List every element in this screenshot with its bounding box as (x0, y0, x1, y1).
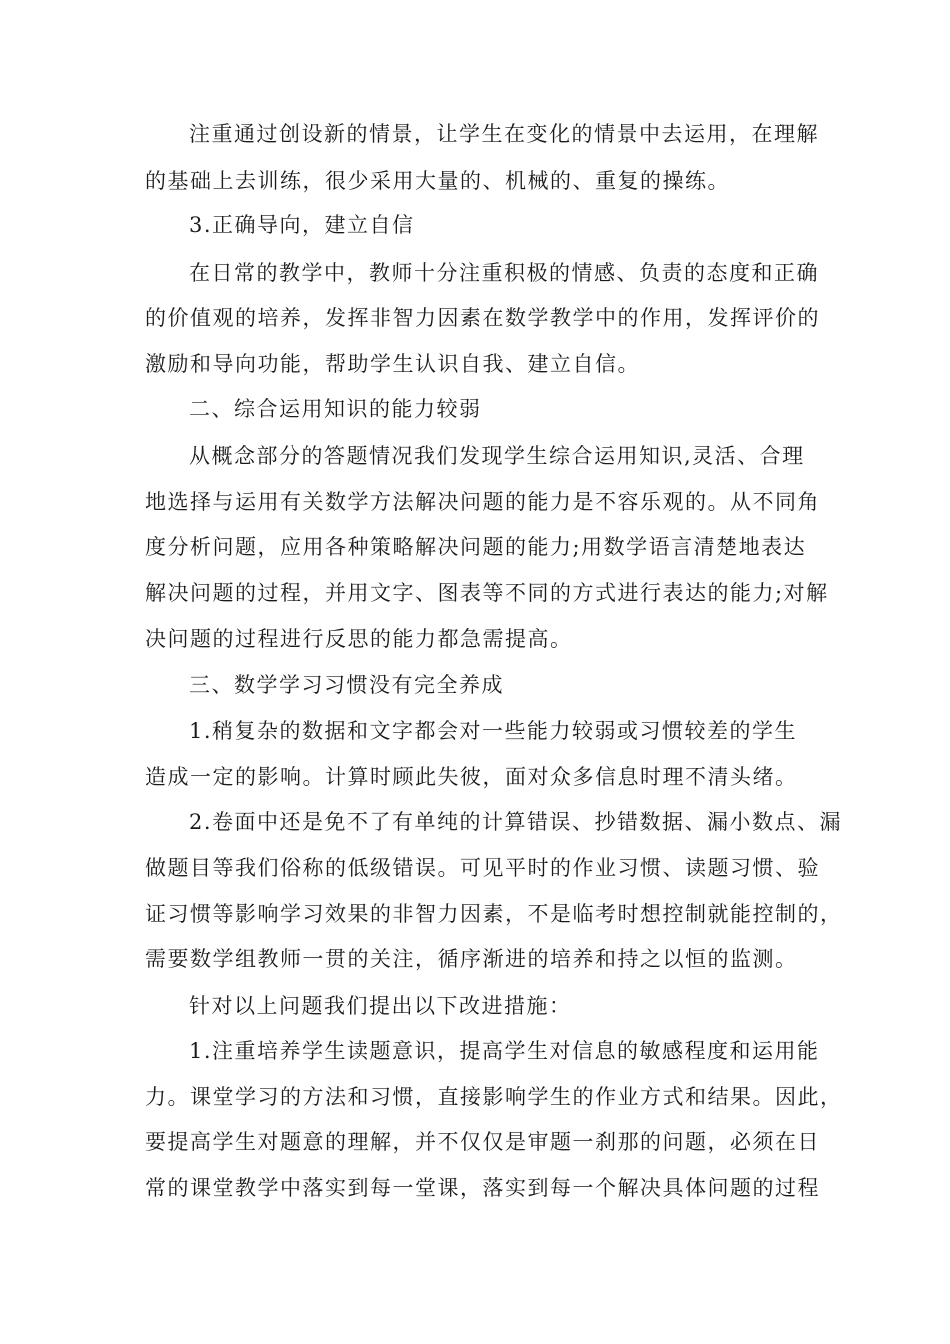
paragraph-line: 1.稍复杂的数据和文字都会对一些能力较弱或习惯较差的学生 (189, 719, 798, 743)
paragraph-line: 解决问题的过程，并用文字、图表等不同的方式进行表达的能力;对解 (145, 581, 829, 605)
paragraph-line: 的价值观的培养，发挥非智力因素在数学教学中的作用，发挥评价的 (145, 306, 820, 330)
paragraph-line: 决问题的过程进行反思的能力都急需提高。 (145, 627, 573, 651)
paragraph-line: 做题目等我们俗称的低级错误。可见平时的作业习惯、读题习惯、验 (145, 856, 820, 880)
paragraph-line: 地选择与运用有关数学方法解决问题的能力是不容乐观的。从不同角 (145, 490, 820, 514)
paragraph-line: 需要数学组教师一贯的关注，循序渐进的培养和持之以恒的监测。 (145, 947, 798, 971)
paragraph-line: 常的课堂教学中落实到每一堂课，落实到每一个解决具体问题的过程 (145, 1176, 820, 1200)
paragraph-line: 从概念部分的答题情况我们发现学生综合运用知识,灵活、合理 (189, 444, 805, 468)
paragraph-line: 2.卷面中还是免不了有单纯的计算错误、抄错数据、漏小数点、漏 (189, 810, 843, 834)
paragraph-line: 在日常的教学中，教师十分注重积极的情感、负责的态度和正确 (189, 261, 819, 285)
paragraph-line: 的基础上去训练，很少采用大量的、机械的、重复的操练。 (145, 169, 730, 193)
paragraph-line: 1.注重培养学生读题意识，提高学生对信息的敏感程度和运用能 (189, 1039, 820, 1063)
paragraph-line: 度分析问题，应用各种策略解决问题的能力;用数学语言清楚地表达 (145, 535, 807, 559)
paragraph-line: 要提高学生对题意的理解，并不仅仅是审题一刹那的问题，必须在日 (145, 1130, 820, 1154)
section-heading: 3.正确导向，建立自信 (189, 213, 415, 237)
paragraph-line: 证习惯等影响学习效果的非智力因素，不是临考时想控制就能控制的， (145, 902, 843, 926)
section-heading: 三、数学学习习惯没有完全养成 (189, 673, 504, 697)
paragraph-line: 造成一定的影响。计算时顾此失彼，面对众多信息时理不清头绪。 (145, 765, 798, 789)
paragraph-line: 力。课堂学习的方法和习惯，直接影响学生的作业方式和结果。因此， (145, 1085, 843, 1109)
paragraph-line: 注重通过创设新的情景，让学生在变化的情景中去运用，在理解 (189, 122, 819, 146)
paragraph-line: 针对以上问题我们提出以下改进措施： (189, 994, 572, 1018)
paragraph-line: 激励和导向功能，帮助学生认识自我、建立自信。 (145, 352, 640, 376)
section-heading: 二、综合运用知识的能力较弱 (189, 397, 482, 421)
